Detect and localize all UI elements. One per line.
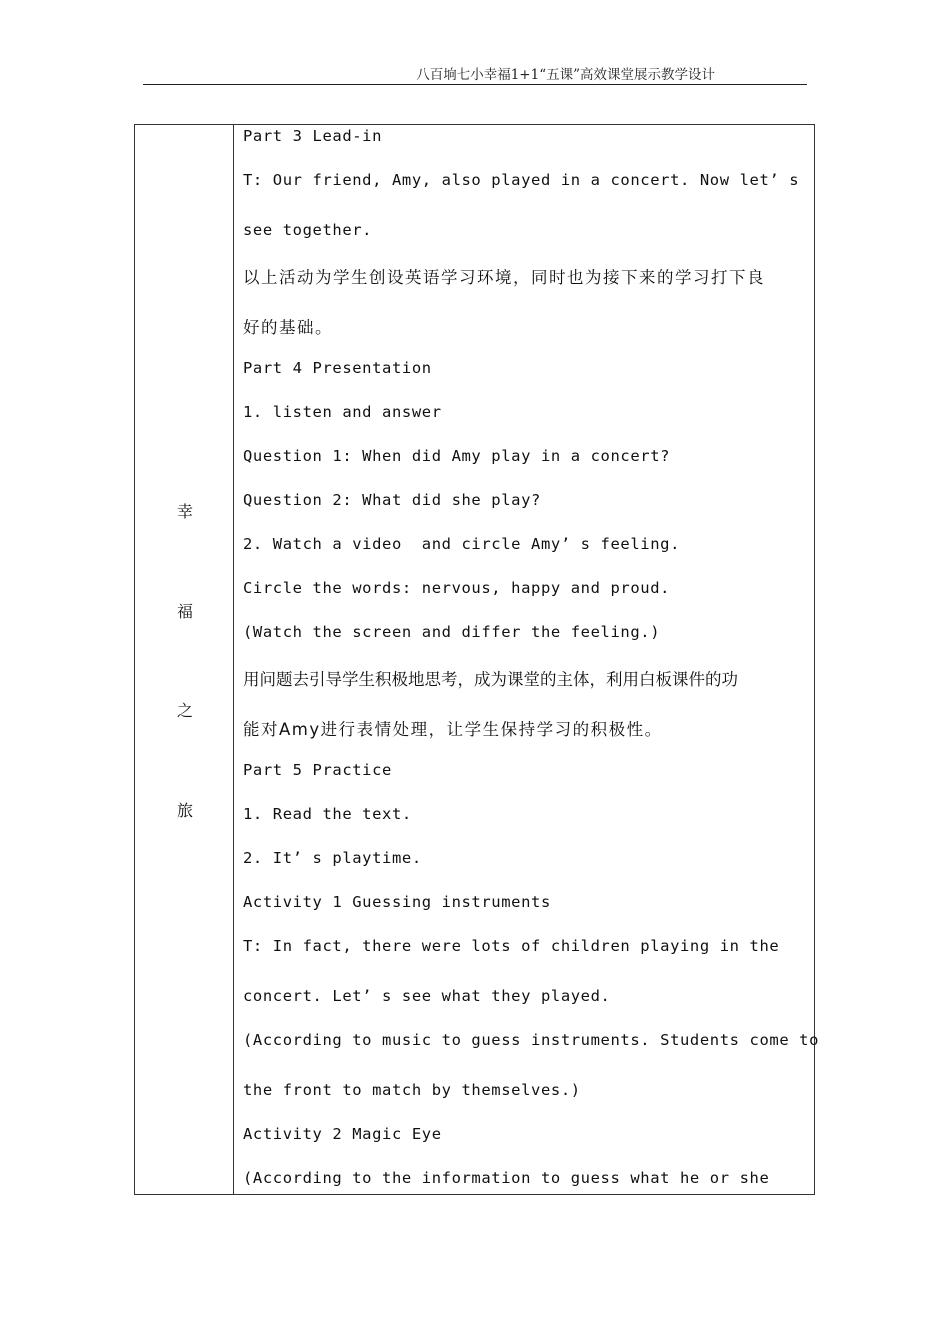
content-line: 好的基础。 — [243, 318, 333, 337]
content-line: T: In fact, there were lots of children playing in the — [243, 937, 780, 955]
content-line: (According to music to guess instruments. Students come to — [243, 1031, 820, 1049]
content-line: Part 3 Lead-in — [243, 127, 383, 145]
content-line: Activity 2 Magic Eye — [243, 1125, 442, 1143]
side-label-char: 福 — [176, 602, 193, 621]
content-line: (Watch the screen and differ the feeling.) — [243, 623, 661, 641]
side-label-char: 之 — [176, 701, 193, 720]
content-line: concert. Let’ s see what they played. — [243, 987, 611, 1005]
side-label-char: 旅 — [176, 801, 193, 820]
content-line: Circle the words: nervous, happy and proud. — [243, 579, 671, 597]
content-line: 1. Read the text. — [243, 805, 412, 823]
content-line: 2. It’ s playtime. — [243, 849, 422, 867]
content-line: T: Our friend, Amy, also played in a concert. Now let’ s — [243, 171, 800, 189]
content-line: 2. Watch a video and circle Amy’ s feeling. — [243, 535, 680, 553]
content-line: Question 1: When did Amy play in a concert? — [243, 447, 671, 465]
content-line: Part 4 Presentation — [243, 359, 432, 377]
header-rule — [143, 84, 807, 85]
content-line: 能对Amy进行表情处理，让学生保持学习的积极性。 — [243, 720, 663, 739]
content-line: 用问题去引导学生积极地思考，成为课堂的主体，利用白板课件的功 — [243, 670, 738, 689]
column-divider — [233, 124, 234, 1195]
content-line: (According to the information to guess what he or she — [243, 1169, 770, 1187]
page-header-title: 八百垧七小幸福1+1“五课”高效课堂展示教学设计 — [416, 67, 715, 83]
content-line: see together. — [243, 221, 373, 239]
content-line: 以上活动为学生创设英语学习环境，同时也为接下来的学习打下良 — [243, 268, 765, 287]
content-line: 1. listen and answer — [243, 403, 442, 421]
content-line: Activity 1 Guessing instruments — [243, 893, 551, 911]
content-line: the front to match by themselves.) — [243, 1081, 581, 1099]
side-label-char: 幸 — [176, 502, 193, 521]
content-line: Part 5 Practice — [243, 761, 392, 779]
content-line: Question 2: What did she play? — [243, 491, 541, 509]
